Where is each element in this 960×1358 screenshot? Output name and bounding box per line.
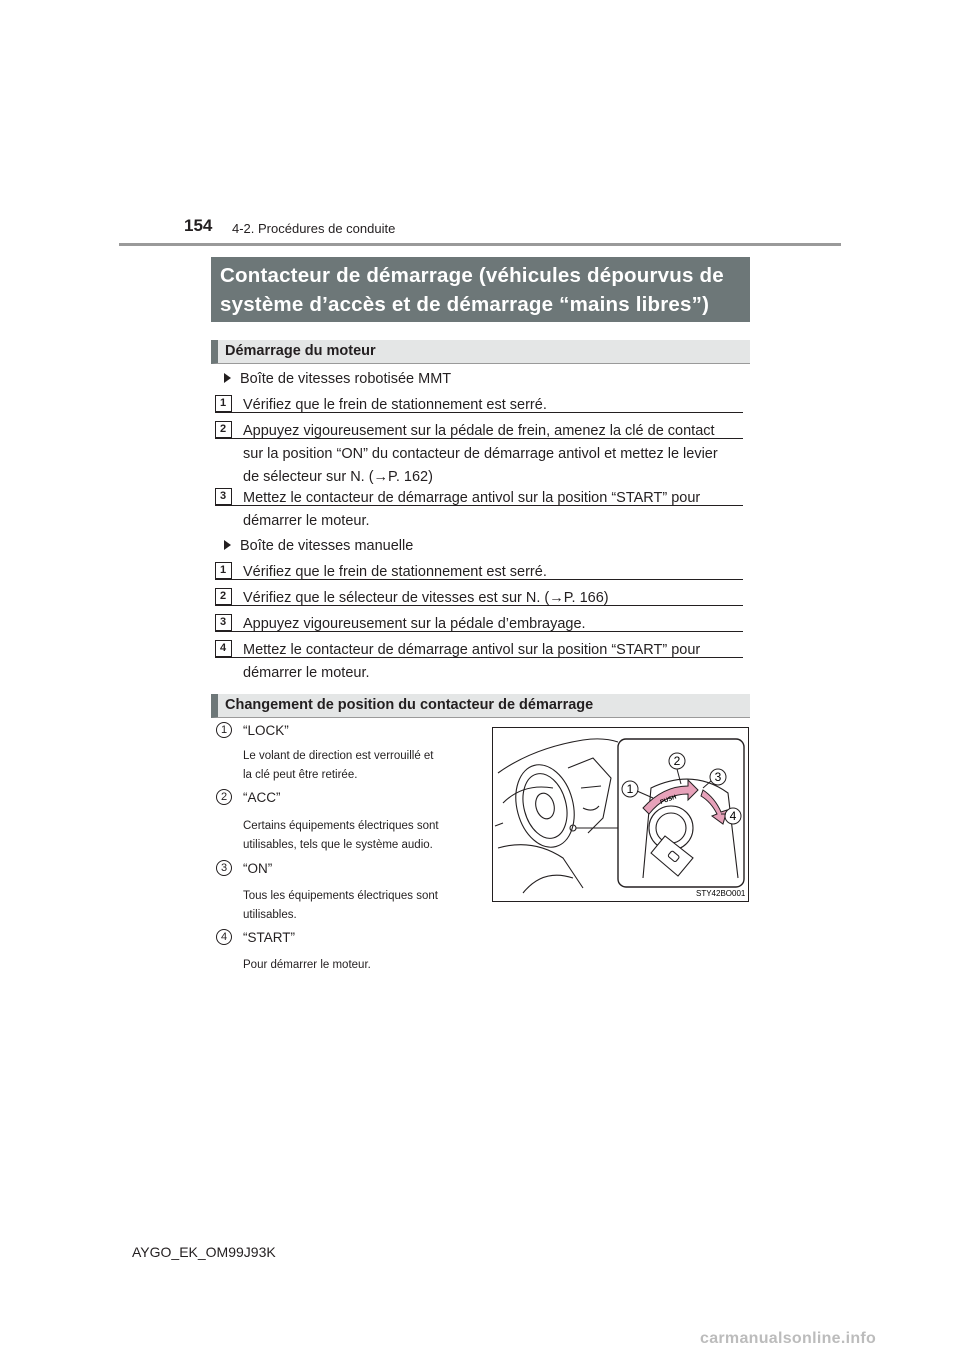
position-desc-acc: Certains équipements électriques sont utilisables, tels que le système audio. (243, 820, 439, 851)
ignition-switch-illustration (492, 727, 749, 902)
page-number: 154 (184, 216, 213, 235)
step-text: Appuyez vigoureusement sur la pédale de frein, amenez la clé de contact sur la position “ON” du contacteur de démarrage antivol et mettez le levier de sélecteur sur N. (→P. 162) (243, 423, 718, 485)
watermark: carmanualsonline.info (700, 1330, 877, 1347)
step-text: Appuyez vigoureusement sur la pédale d’embrayage. (243, 616, 586, 632)
mmt-label: Boîte de vitesses robotisée MMT (240, 371, 452, 387)
page-title (211, 257, 750, 322)
callout-3: 3 (714, 770, 722, 784)
mmt-bullet (224, 371, 451, 387)
callout-4: 4 (729, 809, 737, 823)
position-number-2: 2 (216, 789, 232, 805)
position-label-acc: “ACC” (243, 790, 281, 805)
position-label-lock: “LOCK” (243, 723, 289, 738)
step-number-badge: 1 (215, 395, 232, 412)
step-number-badge: 3 (215, 614, 232, 631)
push-text: PUSH (659, 794, 678, 806)
position-label-start: “START” (243, 930, 295, 945)
step-number-badge: 3 (215, 488, 232, 505)
position-label-on: “ON” (243, 861, 273, 876)
ignition-key-icon (493, 728, 748, 901)
manual-label: Boîte de vitesses manuelle (240, 538, 414, 554)
position-desc-lock: Le volant de direction est verrouillé et la clé peut être retirée. (243, 750, 434, 781)
step-number-badge: 2 (215, 588, 232, 605)
position-desc-start: Pour démarrer le moteur. (243, 959, 371, 971)
manual-bullet (224, 538, 413, 554)
step-number-badge: 2 (215, 421, 232, 438)
position-number-4: 4 (216, 929, 232, 945)
step-text: Vérifiez que le sélecteur de vitesses est sur N. (→P. 166) (243, 590, 609, 606)
callout-2: 2 (673, 754, 681, 768)
page-title-line-2: système d’accès et de démarrage “mains libres”) (220, 293, 710, 316)
section-heading-starting: Démarrage du moteur (211, 340, 750, 364)
illustration-code: STY42BO001 (696, 889, 746, 898)
position-number-1: 1 (216, 722, 232, 738)
callout-1: 1 (626, 782, 634, 796)
step-text: Vérifiez que le frein de stationnement est serré. (243, 397, 547, 413)
step-number-badge: 1 (215, 562, 232, 579)
step-text: Mettez le contacteur de démarrage antivol sur la position “START” pour démarrer le moteur. (243, 490, 701, 529)
section-breadcrumb: 4-2. Procédures de conduite (232, 221, 396, 236)
position-desc-on: Tous les équipements électriques sont utilisables. (243, 890, 438, 921)
page-title-line-1: Contacteur de démarrage (véhicules dépourvus de (220, 264, 724, 287)
step-number-badge: 4 (215, 640, 232, 657)
triangle-bullet-icon (224, 373, 231, 383)
section-heading-positions: Changement de position du contacteur de démarrage (211, 694, 750, 718)
step-text: Mettez le contacteur de démarrage antivol sur la position “START” pour démarrer le moteur. (243, 642, 701, 681)
step-text: Vérifiez que le frein de stationnement est serré. (243, 564, 547, 580)
triangle-bullet-icon (224, 540, 231, 550)
header-divider (119, 243, 841, 246)
position-number-3: 3 (216, 860, 232, 876)
document-code: AYGO_EK_OM99J93K (132, 1244, 276, 1260)
